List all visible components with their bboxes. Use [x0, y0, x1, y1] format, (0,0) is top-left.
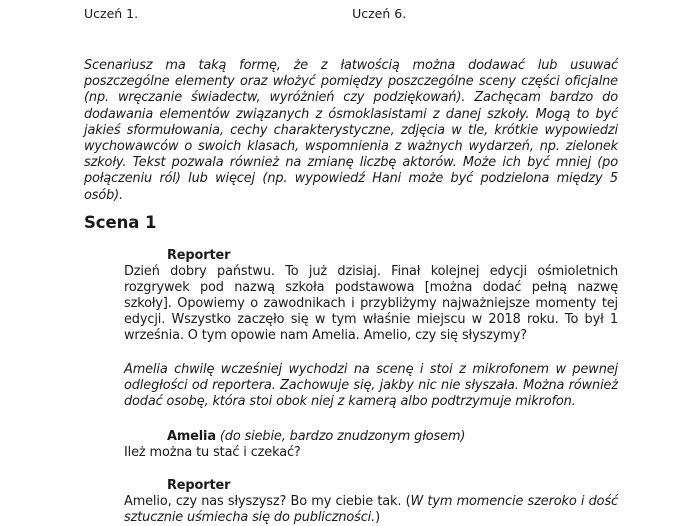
speech-paragraph	[124, 429, 618, 461]
dialogue-block-amelia	[124, 429, 618, 461]
speech-text-before: Amelio, czy nas słyszysz? Bo my ciebie tak. (	[124, 494, 411, 510]
speech-text: Dzień dobry państwu. To już dzisiaj. Finał kolejnej edycji ośmioletnich rozgrywek pod nazwą szkoła podstawowa [można dodać pełną nazwę szkoły]. Opowiemy o zawodnikach i przybliżymy najważniejsze momenty tej edycji. Wszystko zaczęło się w tym właśnie miejscu w 2018 roku. To był 1 września. O tym opowie nam Amelia. Amelio, czy się słyszymy?	[124, 264, 618, 344]
intro-paragraph: Scenariusz ma taką formę, że z łatwością można dodawać lub usuwać poszczególne elementy oraz włożyć pomiędzy poszczególne sceny części oficjalne (np. wręczanie świadectw, wyróżnień czy podziękowań). Zachęcam bardzo do dodawania elementów związanych z ósmoklasistami z danej szkoły. Mogą to być jakieś sformułowania, cechy charakterystyczne, zdjęcia w tle, krótkie wypowiedzi wychowawców o swoich klasach, wspomnienia z ważnych wydarzeń, np. zielonek szkoły. Tekst pozwala również na zmianę liczbę aktorów. Może ich być mniej (po połączeniu ról) lub więcej (np. wypowiedź Hani może być podzielona między 5 osób).	[84, 58, 618, 203]
header-right-label: Uczeń 6.	[352, 6, 407, 21]
dialogue-body	[124, 248, 618, 526]
block-spacer	[124, 461, 618, 478]
speech-text-italic: W tym momencie szeroko i dość sztucznie uśmiecha się do publiczności.	[124, 494, 618, 526]
dialogue-block-reporter-2	[124, 478, 618, 526]
intro-block	[84, 58, 618, 204]
speaker-parenthetical: (do siebie, bardzo znudzonym głosem)	[219, 428, 466, 444]
block-spacer	[124, 410, 618, 429]
speech-text-after: )	[375, 510, 381, 526]
scene-heading: Scena 1	[84, 213, 157, 232]
running-header	[84, 6, 618, 21]
stage-direction-1: Amelia chwilę wcześniej wychodzi na scenę i stoi z mikrofonem w pewnej odległości od reportera. Zachowuje się, jakby nic nie słyszała. Można również dodać osobę, która stoi obok niej z kamerą albo podtrzymuje mikrofon.	[124, 361, 618, 409]
block-spacer	[124, 345, 618, 362]
header-left-label: Uczeń 1.	[84, 6, 139, 21]
speech-paragraph	[124, 478, 618, 526]
speaker-name-amelia: Amelia	[167, 428, 216, 444]
speech-paragraph	[124, 248, 618, 345]
speaker-name-reporter: Reporter	[167, 478, 231, 494]
speaker-row	[167, 429, 618, 445]
dialogue-block-reporter-1	[124, 248, 618, 345]
speaker-name-reporter: Reporter	[167, 248, 231, 263]
speech-text: Ileż można tu stać i czekać?	[124, 444, 301, 460]
